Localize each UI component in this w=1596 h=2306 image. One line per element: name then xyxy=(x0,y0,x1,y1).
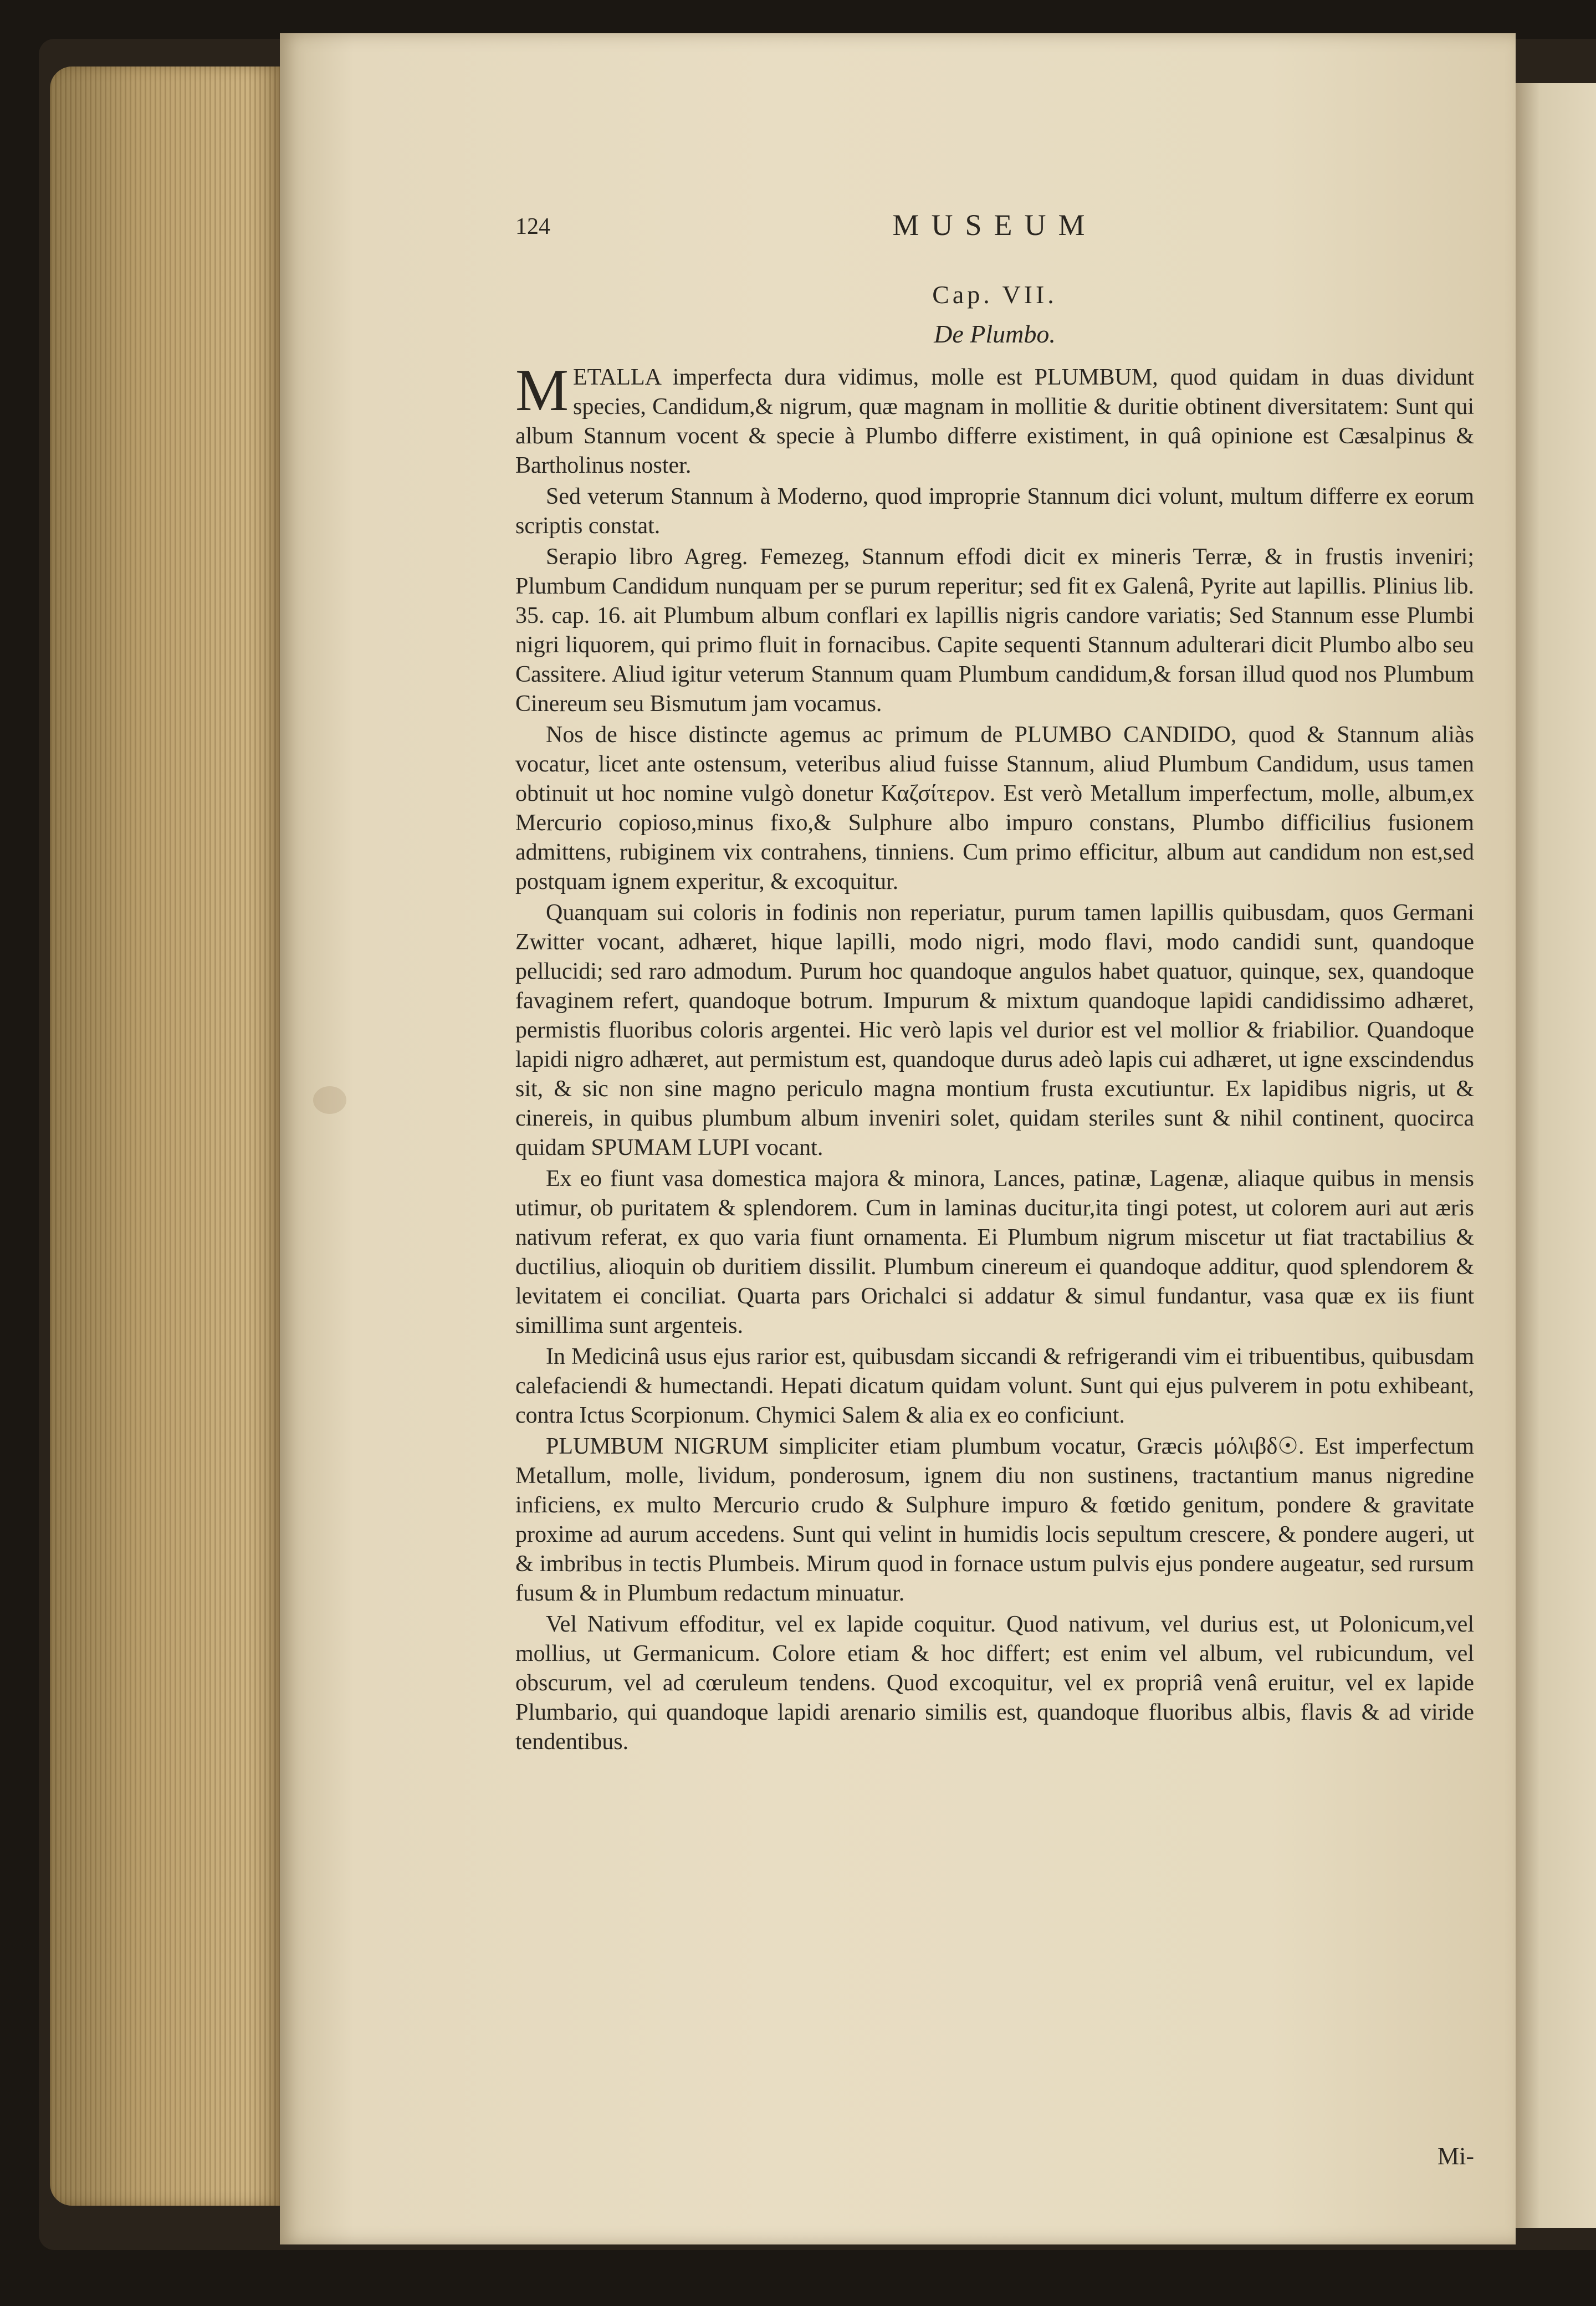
paragraph: In Medicinâ usus ejus rarior est, quibusdam siccandi & refrigerandi vim ei tribuentibus, quibusdam calefaciendi & humectandi. Hepati dicatum quidam volunt. Sunt qui ejus pulverem in potu exhibeant, contra Ictus Scorpionum. Chymici Salem & alia ex eo conficiunt. xyxy=(515,1344,1474,1428)
paragraph: Vel Nativum effoditur, vel ex lapide coquitur. Quod nativum, vel durius est, ut Polonicum,vel mollius, ut Germanicum. Colore etiam & hoc differt; est enim vel album, vel rubicundum, vel obscurum, vel ad cœruleum tendens. Quod excoquitur, vel ex propriâ venâ eruitur, vel ex lapide Plumbario, qui quandoque lapidi arenario similis est, quandoque fluoribus albis, flavis & ad viride tendentibus. xyxy=(515,1612,1474,1755)
drop-cap: M xyxy=(515,357,569,423)
paragraph-text: ETALLA imperfecta dura vidimus, molle est PLUMBUM, quod quidam in duas dividunt species, Candidum,& nigrum, quæ magnam in mollitie & duritie obtinent diversitatem: Sunt qui album Stannum vocent & specie à Plumbo differre existiment, in quâ opinione est Cæsalpinus & Bartholinus noster. xyxy=(515,365,1474,478)
paragraph xyxy=(515,357,1474,480)
paper-stain xyxy=(313,1086,346,1114)
body-text xyxy=(515,357,1474,1757)
chapter-title: De Plumbo. xyxy=(934,320,1056,348)
page-content xyxy=(515,208,1474,2170)
chapter-number: Cap. VII. xyxy=(932,280,1057,309)
page-block-edge xyxy=(50,67,283,2206)
running-head xyxy=(515,208,1474,252)
paragraph: Sed veterum Stannum à Moderno, quod improprie Stannum dici volunt, multum differre ex eorum scriptis constat. xyxy=(515,484,1474,539)
page-number: 124 xyxy=(515,214,550,239)
paragraph: Quanquam sui coloris in fodinis non reperiatur, purum tamen lapillis quibusdam, quos Germani Zwitter vocant, adhæret, hique lapilli, modo nigri, modo flavi, modo candidi sunt, quandoque pellucidi; sed raro admodum. Purum hoc quandoque angulos habet quatuor, quinque, sex, quandoque favaginem refert, quandoque botrum. Impurum & mixtum quandoque lapidi candidissimo adhæret, permistis fluoribus coloris argentei. Hic verò lapis vel durior est vel mollior & friabilior. Quandoque lapidi nigro adhæret, aut permistum est, quandoque durus adeò lapis cui adhæret, ut igne exscindendus sit, & sic non sine magno periculo magna montium frusta excutiuntur. Ex lapidibus nigris, ut & cinereis, in quibus plumbum album inveniri solet, quidam steriles sunt & nihil continent, quocirca quidam SPUMAM LUPI vocant. xyxy=(515,900,1474,1160)
paragraph: Ex eo fiunt vasa domestica majora & minora, Lances, patinæ, Lagenæ, aliaque quibus in mensis utimur, ob puritatem & splendorem. Cum in laminas ducitur,ita tingi potest, ut colorem auri aut æris nativum referat, ex quo varia fiunt ornamenta. Ei Plumbum nigrum miscetur ut fiat tractabilius & ductilius, alioquin ob duritiem dissilit. Plumbum cinereum ei quandoque additur, quod splendorem & levitatem ei conciliat. Quarta pars Orichalci si addatur & simul fundantur, vasa quæ ex iis fiunt simillima sunt argenteis. xyxy=(515,1166,1474,1338)
facing-page-edge xyxy=(1516,83,1596,2228)
catchword: Mi- xyxy=(1438,2143,1474,2170)
paragraph: PLUMBUM NIGRUM simpliciter etiam plumbum vocatur, Græcis μόλιβδ☉. Est imperfectum Metallum, molle, lividum, ponderosum, ignem diu non sustinens, tractantium manus nigredine inficiens, ex multo Mercurio crudo & Sulphure impuro & fœtido genitum, pondere & gravitate proxime ad aurum accedens. Sunt qui velint in humidis locis sepultum crescere, & pondere augeri, ut & imbribus in tectis Plumbeis. Mirum quod in fornace ustum pulvis ejus pondere augeatur, sed rursum fusum & in Plumbum redactum minuatur. xyxy=(515,1434,1474,1606)
paragraph: Nos de hisce distincte agemus ac primum de PLUMBO CANDIDO, quod & Stannum aliàs vocatur, licet ante ostensum, veteribus aliud fuisse Stannum, aliud Plumbum Candidum, usus tamen obtinuit ut hoc nomine vulgò donetur Καζσίτερον. Est verò Metallum imperfectum, molle, album,ex Mercurio copioso,minus fixo,& Sulphure albo impuro constans, Plumbo difficilius fusionem admittens, rubiginem vix contrahens, tinniens. Cum primo efficitur, album aut candidum non est,sed postquam ignem experitur, & excoquitur. xyxy=(515,722,1474,894)
running-title: MUSEUM xyxy=(892,208,1097,242)
paragraph: Serapio libro Agreg. Femezeg, Stannum effodi dicit ex mineris Terræ, & in frustis inveniri; Plumbum Candidum nunquam per se purum reperitur; sed fit ex Galenâ, Pyrite aut lapillis. Plinius lib. 35. cap. 16. ait Plumbum album conflari ex lapillis nigris candore variatis; Sed Stannum esse Plumbi nigri liquorem, qui primo fluit in fornacibus. Capite sequenti Stannum adulterari dicit Plumbo albo seu Cassitere. Aliud igitur veterum Stannum quam Plumbum candidum,& forsan illud quod nos Plumbum Cinereum seu Bismutum jam vocamus. xyxy=(515,544,1474,717)
